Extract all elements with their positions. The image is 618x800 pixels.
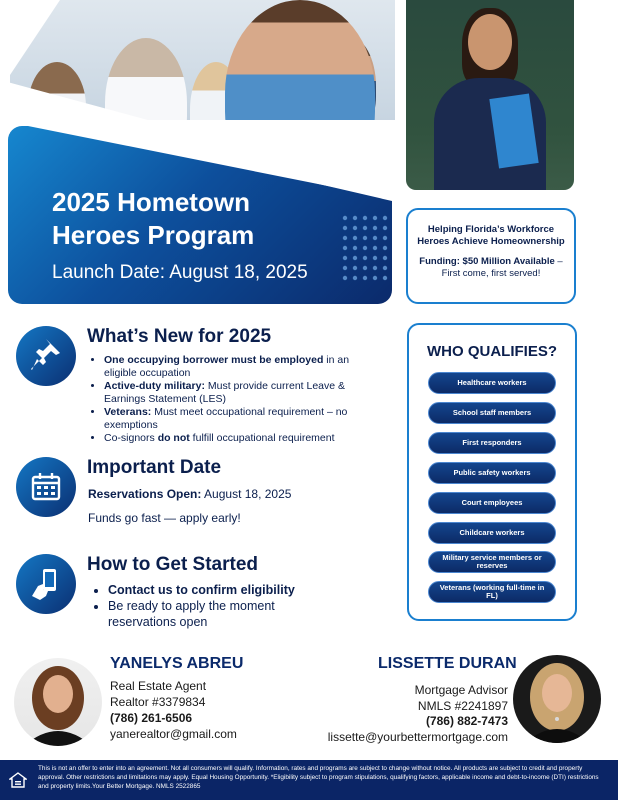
program-title (52, 186, 352, 252)
list-item (104, 354, 378, 380)
pushpin-icon (16, 326, 76, 386)
list-item (104, 380, 378, 406)
list-item (104, 432, 378, 445)
funding-box (406, 208, 576, 304)
calendar-icon (16, 457, 76, 517)
bullet-bold: Contact us to confirm eligibility (108, 583, 295, 597)
list-item (104, 406, 378, 432)
funding-note: – First come, first served! (441, 256, 563, 279)
who-qualifies-box (407, 323, 577, 621)
agent-right-name: LISSETTE DURAN (378, 655, 517, 672)
funding-text (408, 256, 574, 280)
photo-teacher (406, 0, 574, 190)
bullet-bold: One occupying borrower must be employed (104, 354, 324, 366)
equal-housing-icon (9, 772, 27, 793)
qualifier-pill: Healthcare workers (428, 372, 556, 394)
agent-left-email[interactable]: yanerealtor@gmail.com (110, 727, 237, 741)
agent-right-license: NMLS #2241897 (417, 699, 508, 713)
bullet-text: fulfill occupational requirement (189, 432, 335, 444)
agent-left-license: Realtor #3379834 (110, 695, 206, 709)
list-item (108, 598, 332, 630)
bullet-text: Be ready to apply the moment reservations open (108, 599, 275, 629)
agent-left-phone[interactable]: (786) 261-6506 (110, 711, 193, 725)
funding-heading: Helping Florida’s Workforce Heroes Achieve Homeownership (417, 224, 565, 247)
reservations-date: August 18, 2025 (201, 487, 292, 501)
bullet-text: in an eligible occupation (104, 354, 350, 379)
agent-left-role: Real Estate Agent (110, 679, 207, 693)
funds-note: Funds go fast — apply early! (88, 511, 241, 525)
whats-new-heading: What’s New for 2025 (87, 326, 272, 347)
reservations-line (88, 487, 291, 501)
title-line-2: Heroes Program (52, 220, 255, 250)
avatar-yanelys (14, 658, 102, 746)
qualifier-pill: Public safety workers (428, 462, 556, 484)
who-qualifies-heading: WHO QUALIFIES? (427, 343, 557, 360)
footer-disclaimer: This is not an offer to enter into an agreement. Not all consumers will qualify. Information, rates and programs are subject to change without notice. All products are subject to credit and property approval. Other restrictions and limitations may apply. Equal Housing Opportunity. *Eligibility subject to program stipulations, qualifying factors, applicable income and debt-to-income (DTI) restrictions and property limits.Your Better Mortgage. NMLS 2522865 (38, 765, 599, 790)
list-item (108, 582, 332, 598)
qualifier-pill: Childcare workers (428, 522, 556, 544)
launch-date: Launch Date: August 18, 2025 (52, 262, 308, 283)
qualifier-pill: Military service members or reserves (428, 551, 556, 573)
bullet-bold: Active-duty military: (104, 380, 205, 392)
bullet-text: Must provide current Leave & Earnings Statement (LES) (104, 380, 346, 405)
avatar-lissette (513, 655, 601, 743)
agent-left-name: YANELYS ABREU (110, 655, 244, 672)
reservations-label: Reservations Open: (88, 487, 202, 501)
qualifier-pill: First responders (428, 432, 556, 454)
qualifier-pill: Veterans (working full-time in FL) (428, 581, 556, 603)
photo-detail (468, 14, 512, 70)
bullet-text: Co-signors (104, 432, 158, 444)
phone-hand-icon (16, 554, 76, 614)
agent-right-phone[interactable]: (786) 882-7473 (425, 714, 508, 728)
bullet-bold: Veterans: (104, 406, 152, 418)
agent-right-email[interactable]: lissette@yourbettermortgage.com (327, 730, 508, 744)
whats-new-list (88, 354, 378, 445)
qualifier-pill: School staff members (428, 402, 556, 424)
get-started-list (92, 582, 332, 630)
qualifier-pill: Court employees (428, 492, 556, 514)
bullet-bold: do not (157, 432, 190, 444)
get-started-heading: How to Get Started (87, 554, 259, 575)
title-line-1: 2025 Hometown (52, 187, 250, 217)
agent-right-role: Mortgage Advisor (414, 683, 508, 697)
funding-amount: Funding: $50 Million Available (419, 256, 555, 267)
dot-pattern (341, 214, 389, 282)
important-date-heading: Important Date (87, 457, 222, 478)
bullet-text: Must meet occupational requirement – no exemptions (104, 406, 348, 431)
